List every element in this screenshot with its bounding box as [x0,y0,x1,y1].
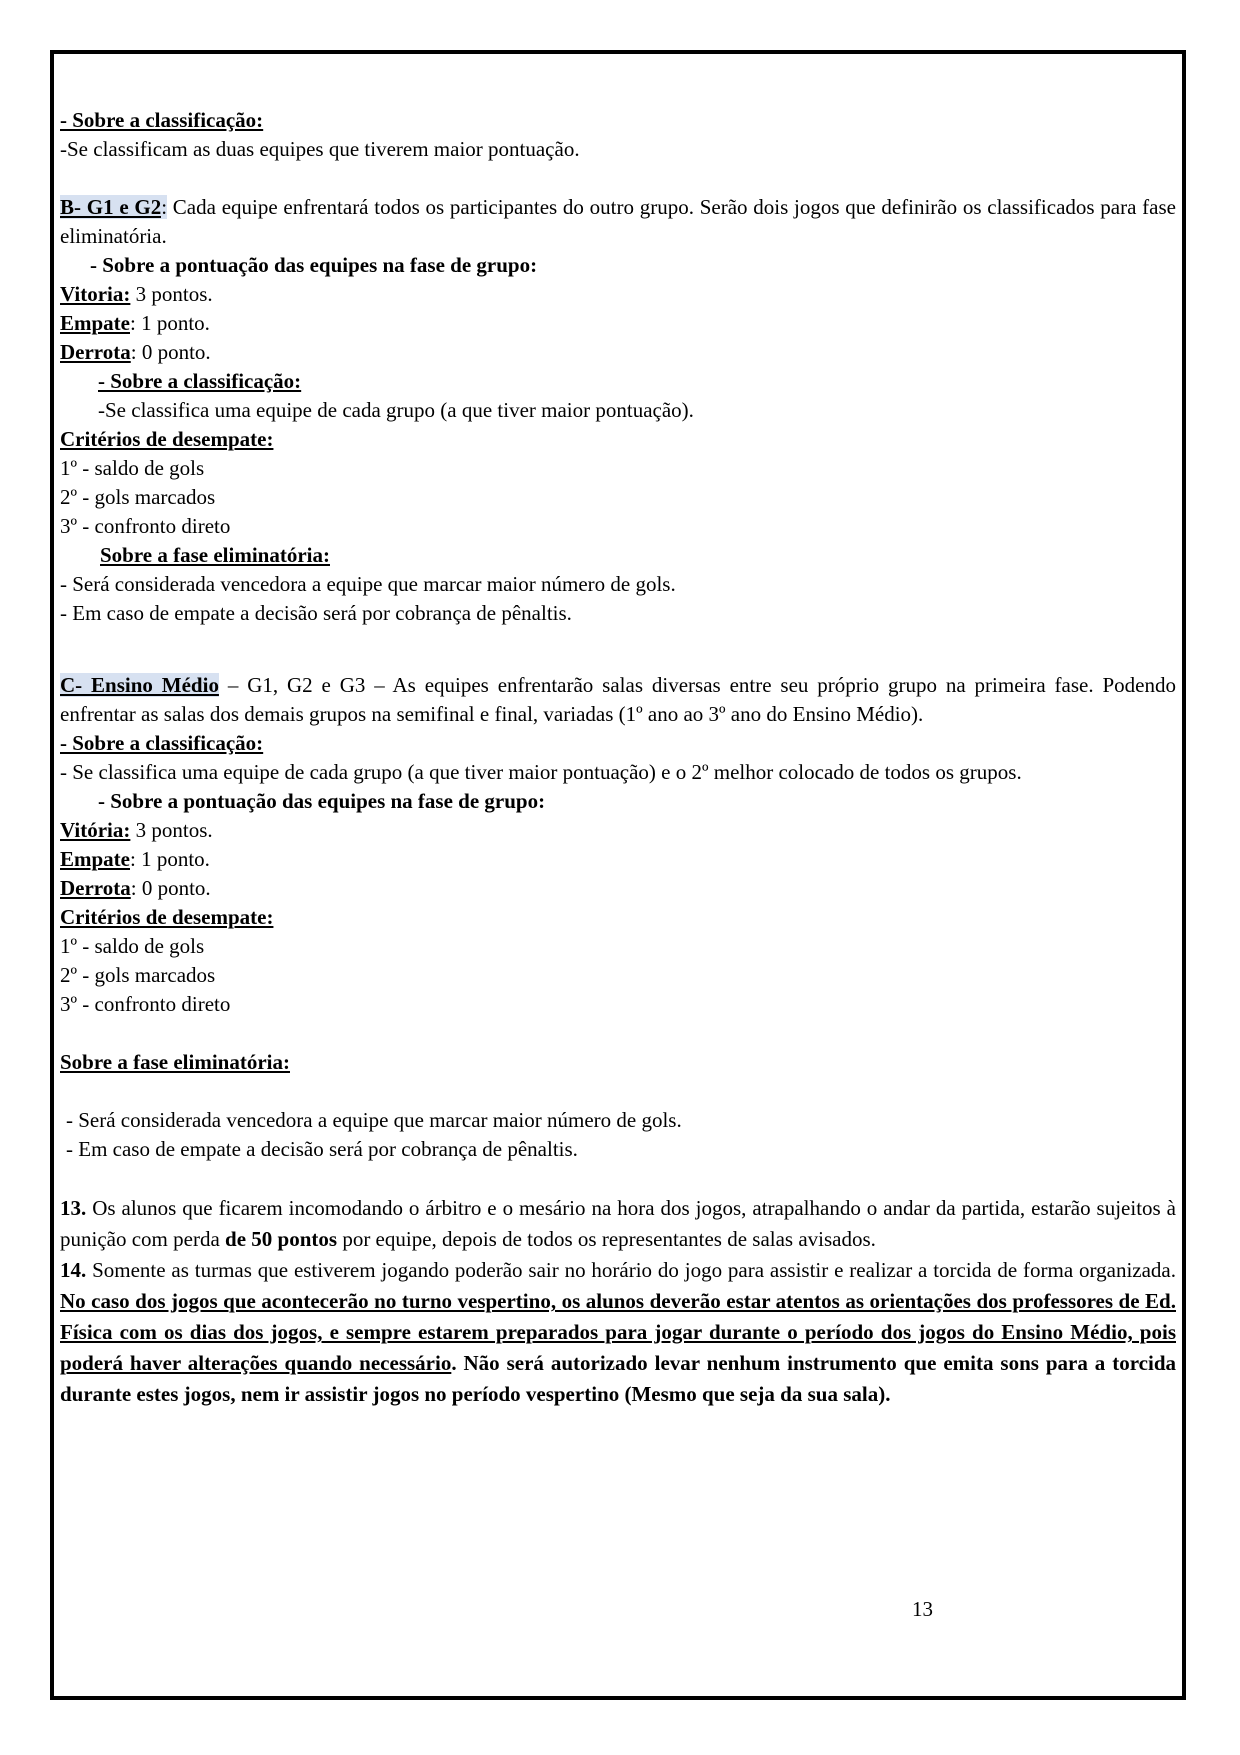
section-c-tiebreak-item: 2º - gols marcados [60,963,216,987]
classification-text: -Se classificam as duas equipes que tiverem maior pontuação. [60,137,580,161]
section-c-label: C- Ensino Médio [60,673,219,697]
item-13: 13. Os alunos que ficarem incomodando o árbitro e o mesário na hora dos jogos, atrapalhando o andar da partida, estarão sujeitos à punição com perda de 50 pontos por equipe, depois de todos os representantes de salas avisados. [60,1196,1176,1251]
section-c-elim-item: - Em caso de empate a decisão será por cobrança de pênaltis. [66,1137,578,1161]
document-body [60,106,1176,1410]
section-b-elim-item: - Em caso de empate a decisão será por cobrança de pênaltis. [60,601,572,625]
classification-heading: - Sobre a classificação: [60,108,264,132]
section-b-loss: Derrota: 0 ponto. [60,340,211,364]
section-b-tiebreak-item: 2º - gols marcados [60,485,216,509]
section-c-loss: Derrota: 0 ponto. [60,876,211,900]
section-b-class-heading: - Sobre a classificação: [98,369,302,393]
section-c-tiebreak-item: 1º - saldo de gols [60,934,205,958]
section-b-win: Vitoria: 3 pontos. [60,282,213,306]
section-c-draw: Empate: 1 ponto. [60,847,210,871]
section-c-elim-item: - Será considerada vencedora a equipe que marcar maior número de gols. [66,1108,682,1132]
section-c-intro: C- Ensino Médio – G1, G2 e G3 – As equipes enfrentarão salas diversas entre seu próprio grupo na primeira fase. Podendo enfrentar as salas dos demais grupos na semifinal e final, variadas (1º ano ao 3º ano do Ensino Médio). [60,673,1176,726]
section-c-elim-heading: Sobre a fase eliminatória: [60,1050,290,1074]
item-14: 14. Somente as turmas que estiverem jogando poderão sair no horário do jogo para assistir e realizar a torcida de forma organizada. No caso dos jogos que acontecerão no turno vespertino, os alunos deverão estar atentos as orientações dos professores de Ed. Física com os dias dos jogos, e sempre estarem preparados para jogar durante o período dos jogos do Ensino Médio, pois poderá haver alterações quando necessário. Não será autorizado levar nenhum instrumento que emita sons para a torcida durante estes jogos, nem ir assistir jogos no período vespertino (Mesmo que seja da sua sala). [60,1258,1176,1406]
section-c-points-heading: - Sobre a pontuação das equipes na fase de grupo: [98,789,546,813]
page-number: 13 [912,1597,933,1621]
section-b-tiebreak-item: 1º - saldo de gols [60,456,205,480]
section-b-points-heading: - Sobre a pontuação das equipes na fase de grupo: [90,253,538,277]
section-c-win: Vitória: 3 pontos. [60,818,213,842]
section-b-class-text: -Se classifica uma equipe de cada grupo (a que tiver maior pontuação). [98,398,694,422]
section-b-label: B- G1 e G2 [60,195,162,219]
section-b-tiebreak-heading: Critérios de desempate: [60,427,274,451]
section-b-elim-item: - Será considerada vencedora a equipe que marcar maior número de gols. [60,572,676,596]
section-b-draw: Empate: 1 ponto. [60,311,210,335]
section-c-class-heading: - Sobre a classificação: [60,731,264,755]
section-b-tiebreak-item: 3º - confronto direto [60,514,231,538]
section-c-tiebreak-item: 3º - confronto direto [60,992,231,1016]
section-c-tiebreak-heading: Critérios de desempate: [60,905,274,929]
section-b-elim-heading: Sobre a fase eliminatória: [100,543,330,567]
section-b-intro: B- G1 e G2: Cada equipe enfrentará todos os participantes do outro grupo. Serão dois jogos que definirão os classificados para fase eliminatória. [60,195,1176,248]
section-c-class-text: - Se classifica uma equipe de cada grupo (a que tiver maior pontuação) e o 2º melhor colocado de todos os grupos. [60,760,1022,784]
